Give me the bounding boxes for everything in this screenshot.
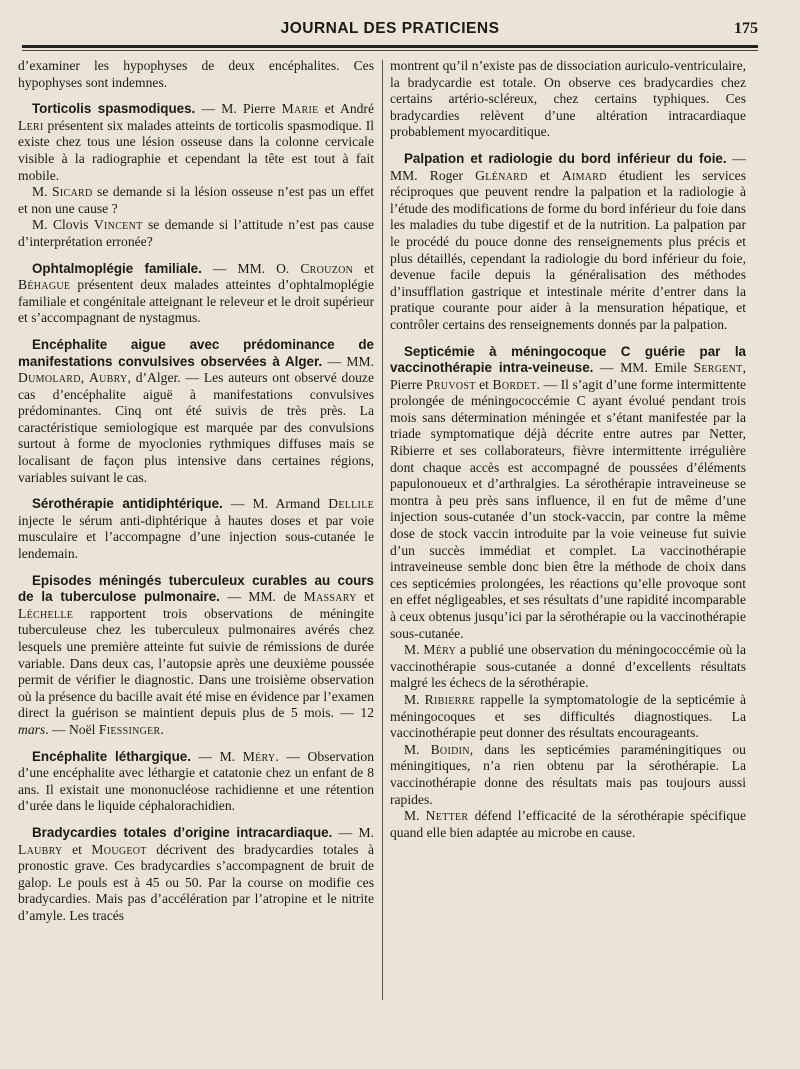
header-rule-thick bbox=[22, 45, 758, 48]
author-name: Massary bbox=[303, 589, 357, 605]
text-run: — MM. Emile bbox=[593, 360, 694, 376]
paragraph bbox=[18, 217, 374, 250]
article-encephalite-lethargique bbox=[18, 749, 374, 815]
author-name: Sergent bbox=[693, 360, 743, 376]
paragraph bbox=[390, 742, 746, 808]
paragraph bbox=[390, 808, 746, 841]
text-run: , d’Alger. — Les auteurs ont observé douze cas d’encéphalite aiguë à manifestations convulsives prédominantes. Cinq ont été suivis de très près. La caractéristique semiologique est marquée par des convulsions surtout à forme de myoclonies rythmiques diffuses mais se localisant de façon plus intensive dans certaines régions, variables suivant le cas. bbox=[18, 370, 374, 485]
paragraph bbox=[18, 496, 374, 562]
column-divider bbox=[382, 60, 383, 1000]
text-run: et bbox=[62, 841, 92, 857]
author-name: Aubry bbox=[88, 370, 128, 386]
page-number: 175 bbox=[734, 20, 758, 37]
text-run: M. Clovis bbox=[32, 217, 94, 233]
author-name: Glénard bbox=[475, 167, 528, 183]
paragraph bbox=[18, 58, 374, 91]
article-ophtalmoplegie bbox=[18, 261, 374, 327]
text-run: , bbox=[80, 370, 89, 386]
text-run: se demande si l’attitude n’est pas cause d’interprétation erronée? bbox=[18, 217, 374, 249]
text-run: M. bbox=[32, 184, 53, 200]
author-name: Béhague bbox=[18, 277, 71, 293]
running-header bbox=[22, 14, 758, 46]
text-run: défend l’efficacité de la sérothérapie spécifique quand elle bien adaptée au microbe en cause. bbox=[390, 808, 746, 840]
text-run: et bbox=[475, 376, 493, 392]
text-run: montrent qu’il n’existe pas de dissociation auriculo-ventriculaire, la bradycardie est totale. On observe ces bradycardies chez certains artério-scléreux, chez certains typhiques. Ces bradycardies relèvent d’une altération intracardiaque probablement myocarditique. bbox=[390, 58, 746, 140]
text-run: — MM. Roger bbox=[390, 150, 746, 183]
author-name: Ribierre bbox=[424, 691, 476, 707]
article-septicemie bbox=[390, 344, 746, 842]
article-serotherapie-antidiphterique bbox=[18, 496, 374, 562]
article-bradycardies bbox=[18, 825, 374, 925]
author-name: Pruvost bbox=[425, 376, 476, 392]
paragraph bbox=[390, 58, 746, 141]
author-name: Marie bbox=[281, 101, 319, 117]
italic-text: mars bbox=[18, 721, 46, 737]
author-name: Méry bbox=[423, 642, 457, 658]
article-torticolis bbox=[18, 101, 374, 250]
author-name: Aimard bbox=[561, 167, 607, 183]
paragraph bbox=[18, 749, 374, 815]
article-episodes-meninges bbox=[18, 573, 374, 739]
text-run: étudient les services réciproques que peuvent rendre la palpation et la radiologie à l’étude des modifications de forme du bord inférieur du foie dans les maladies du tube digestif et de la nutrition. La palpation par le procédé du pouce donne des renseignements plus précis et plus détaillés, cependant la radiologie du bord inférieur du foie, devenue facile depuis la généralisation des méthodes d’insufflation gastrique et intestinale mérite d’entrer dans la pratique courante pour aider à la mensuration hépatique, et contrôler certains des renseignements donnés par la palpation. bbox=[390, 167, 746, 332]
text-run: M. bbox=[404, 741, 431, 757]
text-run: . — Observation d’une encéphalite avec léthargie et catatonie chez un enfant de 8 ans. Il existait une mononucléose rachidienne et une rétention d’urée dans le liquide céphalorachidien. bbox=[18, 748, 374, 814]
paragraph bbox=[18, 184, 374, 217]
author-name: Netter bbox=[425, 808, 469, 824]
text-run: M. bbox=[404, 642, 424, 658]
text-run: — M. Pierre bbox=[195, 101, 282, 117]
author-name: Méry bbox=[242, 748, 276, 764]
text-run: M. bbox=[404, 808, 426, 824]
text-run: et bbox=[353, 260, 374, 276]
author-name: Boidin bbox=[430, 741, 470, 757]
article-headline: Bradycardies totales d’origine intracardiaque. bbox=[32, 824, 333, 840]
text-run: M. bbox=[404, 691, 425, 707]
text-run: , dans les septicémies paraméningitiques ou méningitiques, n’a rien obtenu par la sérothérapie. La vaccinothérapie donne des résultats mais pas toujours aussi rapides. bbox=[390, 741, 746, 807]
text-run: rapportent trois observations de méningite tuberculeuse chez les tuberculeux pulmonaires avérés chez lesquels une première atteinte fut suivie de rémissions de durée variable. Dans deux cas, l’autopsie après une deuxième poussée permit de vérifier le diagnostic. Dans une troisième observation où la présence du bacille avait été mise en évidence par l’examen direct la guérison se maintient depuis plus de 5 mois. — 12 bbox=[18, 605, 374, 721]
article-headline: Torticolis spasmodiques. bbox=[32, 101, 196, 117]
text-run: injecte le sérum anti-diphtérique à hautes doses et par voie musculaire et l’accompagne d’une injection sous-cutanée le lendemain. bbox=[18, 512, 374, 562]
text-run: et bbox=[527, 167, 562, 183]
paragraph bbox=[18, 261, 374, 327]
author-name: Leri bbox=[18, 117, 44, 133]
article-palpation-foie bbox=[390, 151, 746, 334]
paragraph bbox=[18, 573, 374, 739]
article-headline: Sérothérapie antidiphtérique. bbox=[32, 496, 223, 512]
article-bradycardies-cont bbox=[390, 58, 746, 141]
header-rule-thin bbox=[22, 50, 758, 51]
text-run: — MM. de bbox=[219, 589, 304, 605]
author-name: Dumolard bbox=[18, 370, 81, 386]
author-name: Crouzon bbox=[300, 260, 354, 276]
text-run: présentent deux malades atteintes d’ophtalmoplégie familiale et congénitale atteignant le releveur et le droit supérieur et s’accompagnant de nystagmus. bbox=[18, 277, 374, 326]
author-name: Sicard bbox=[52, 184, 93, 200]
paragraph bbox=[18, 337, 374, 486]
journal-title: JOURNAL DES PRATICIENS bbox=[280, 20, 500, 37]
article-headline: Encéphalite léthargique. bbox=[32, 748, 191, 764]
author-name: Vincent bbox=[93, 217, 143, 233]
paragraph bbox=[18, 101, 374, 184]
paragraph bbox=[390, 151, 746, 334]
author-name: Léchelle bbox=[18, 605, 74, 621]
article-hypophyses bbox=[18, 58, 374, 91]
paragraph bbox=[390, 344, 746, 643]
text-run: — MM. bbox=[322, 353, 374, 369]
text-run: présentent six malades atteints de torticolis spasmodique. Il existe chez tous une lésion osseuse dans la colonne cervicale visible à la radiographie et cependant la tête est tout à fait mobile. bbox=[18, 117, 374, 183]
text-run: et bbox=[356, 589, 374, 605]
author-name: Mougeot bbox=[91, 841, 147, 857]
author-name: Bordet bbox=[492, 376, 537, 392]
paragraph bbox=[390, 692, 746, 742]
text-run: décrivent des bradycardies totales à pronostic grave. Ces bradycardies s’accompagnent de bruit de galop. Le pouls est à 45 ou 50. Par la course on modifie ces bradycardies. Mais pas d’accélération par l’atropine et le nitrite d’amyle. Les tracés bbox=[18, 841, 374, 923]
author-name: Laubry bbox=[18, 841, 63, 857]
article-headline: Encéphalite aigue avec prédominance de manifestations convulsives observées à Alger. bbox=[18, 336, 374, 369]
text-run: . bbox=[160, 721, 164, 737]
author-name: Fiessinger bbox=[98, 721, 161, 737]
paragraph bbox=[18, 825, 374, 925]
text-run: se demande si la lésion osseuse n’est pas un effet et non une cause ? bbox=[18, 184, 374, 216]
left-column bbox=[18, 58, 374, 1063]
author-name: Dellile bbox=[328, 496, 374, 512]
right-column bbox=[390, 58, 746, 1063]
article-headline: Ophtalmoplégie familiale. bbox=[32, 260, 202, 276]
text-run: d’examiner les hypophyses de deux encéphalites. Ces hypophyses sont indemnes. bbox=[18, 58, 374, 90]
article-headline: Episodes méningés tuberculeux curables au cours de la tuberculose pulmonaire. bbox=[18, 572, 374, 605]
paragraph bbox=[390, 642, 746, 692]
text-run: . — Il s’agit d’une forme intermittente prolongée de méningococcémie C ayant évolué pendant trois mois sans détermination méningée et s’étant manifestée par la triade symptomatique déjà décrite entre autres par Netter, Ribierre et ses collaborateurs, fièvre intermittente irrégulière dont chaque accès est accompagné de poussées d’éléments papulonoueux et d’arthralgies. La sérothérapie intraveineuse se montra à peu près sans influence, il en fut de même d’une injection sous-cutanée d’un stock-vaccin, par contre la même dose de stock vaccin introduite par la voie veineuse fut suivie d’un succès immédiat et complet. La vaccinothérapie intraveineuse semble donc bien être la méthode de choix dans ces septicémies prolongées, les réactions qu’elle provoque sont en effet négligeables, et ses résultats d’une rapidité incomparable à ceux obtenus jusqu’ici par la sérothérapie ou la vaccinothérapie sous-cutanée. bbox=[390, 376, 746, 641]
article-headline: Septicémie à méningocoque C guérie par la vaccinothérapie intra-veineuse. bbox=[390, 343, 746, 376]
text-run: — MM. O. bbox=[201, 260, 301, 276]
text-run: — M. bbox=[190, 748, 243, 764]
text-run: et André bbox=[318, 101, 374, 117]
text-run: — M. bbox=[332, 824, 374, 840]
text-run: rappelle la symptomatologie de la septicémie à méningocoques et ses difficultés diagnostiques. La vaccinothérapie peut donner des résultats encourageants. bbox=[390, 691, 746, 741]
text-run: . — Noël bbox=[45, 721, 99, 737]
text-run: a publié une observation du méningococcémie où la vaccinothérapie sous-cutanée a donné d’excellents résultats malgré les échecs de la sérothérapie. bbox=[390, 642, 746, 691]
text-run: , Pierre bbox=[390, 360, 746, 392]
article-encephalite-alger bbox=[18, 337, 374, 486]
text-run: — M. Armand bbox=[222, 496, 329, 512]
article-headline: Palpation et radiologie du bord inférieur du foie. bbox=[404, 150, 727, 166]
